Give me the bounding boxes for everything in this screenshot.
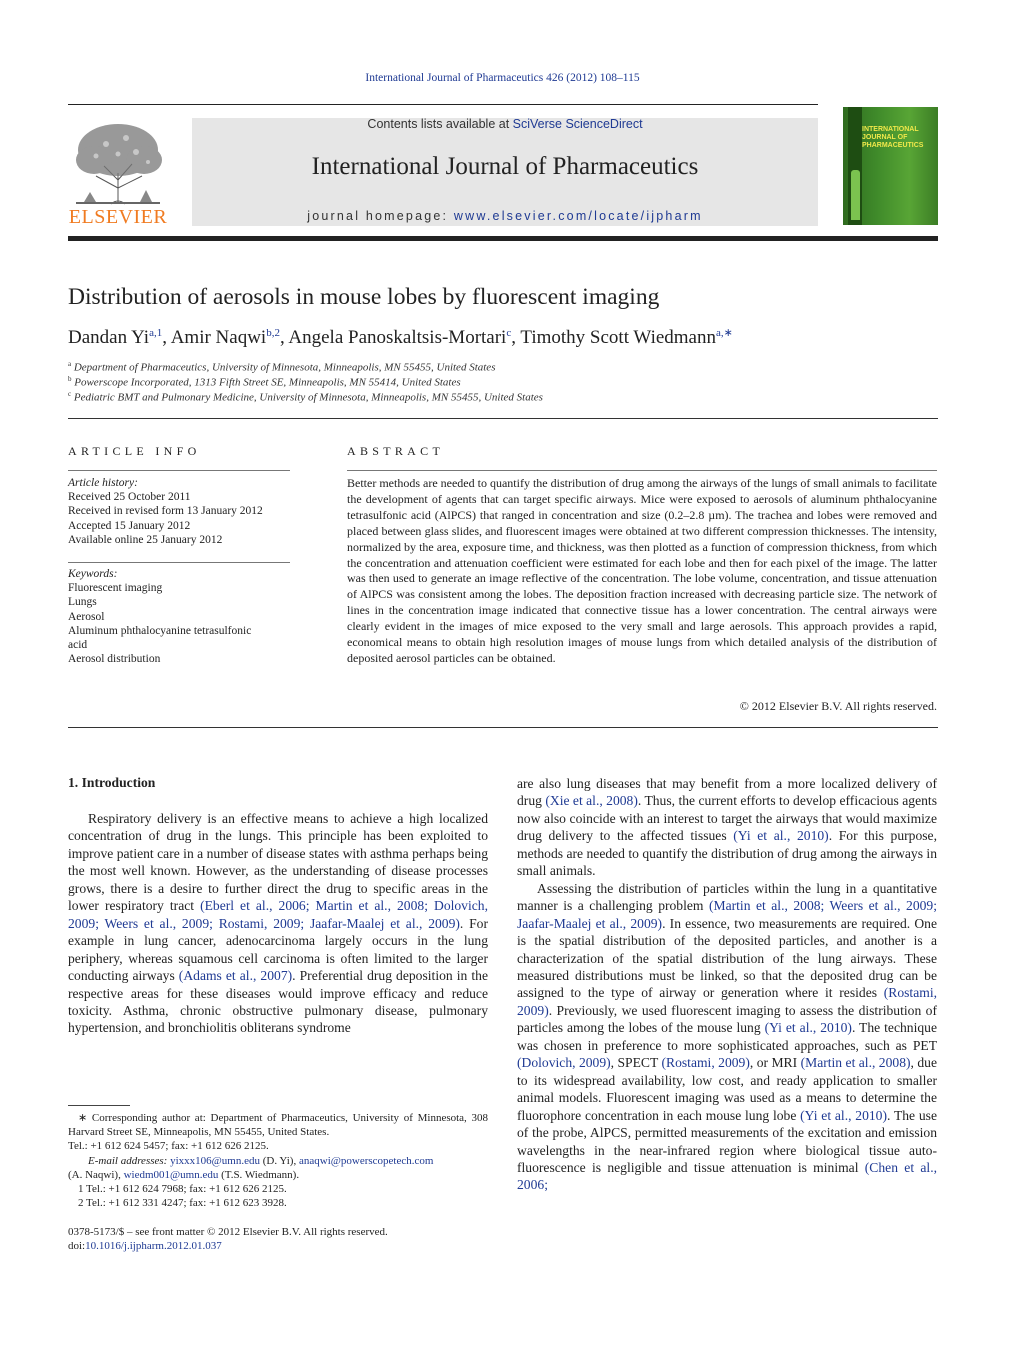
citation-link[interactable]: (Rostami, 2009) [517, 985, 937, 1018]
email-addresses [68, 1154, 488, 1168]
citation-link[interactable]: (Martin et al., 2008) [800, 1055, 911, 1071]
paragraph-text: . Thus, the current efforts to develop efficacious agents now also coincide with an interest to target the airways that would maximize drug delivery to the affected tissues [517, 793, 937, 844]
contents-prefix: Contents lists available at [367, 117, 513, 131]
history-item: Accepted 15 January 2012 [68, 519, 191, 532]
keyword: Aerosol distribution [68, 653, 161, 666]
author-name[interactable]: Timothy Scott Wiedmann [520, 327, 716, 348]
author-list: Dandan Yi$^{a,1}$, Amir Naqwi$^{b,2}$, Angela Panoskaltsis-Mortari$^c$, Timothy Scott Wiedmann$^{a,∗}$ [68, 327, 733, 348]
elsevier-wordmark: ELSEVIER [68, 206, 168, 228]
journal-title: International Journal of Pharmaceutics [311, 153, 699, 180]
footnotes [68, 1111, 488, 1210]
paragraph-text: Respiratory delivery is an effective means to achieve a high localized concentration of drug in the lungs. This principle has been exploited to improve patient care in a number of disease states with asthma perhaps being the most well known. However, as the understanding of disease processes grows, there is a desire to further direct the drug to specific areas in the lower respiratory tract [68, 811, 488, 914]
paragraph [68, 810, 488, 1037]
paper-title: Distribution of aerosols in mouse lobes by fluorescent imaging [68, 284, 660, 310]
paragraph-text: . Preferential drug deposition in the respective areas for these diseases would improve efficacy and reduce toxicity. Asthma, chronic obstructive pulmonary disease, pulmonary hypertension, and bronchiolitis obliterans syndrome [68, 968, 488, 1036]
affiliation-mark: b [68, 375, 72, 383]
footnote-divider [68, 1105, 130, 1106]
citation-link[interactable]: (Dolovich, 2009) [517, 1055, 611, 1071]
citation-link[interactable]: (Martin et al., 2008; Weers et al., 2009; Jaafar-Maalej et al., 2009) [517, 898, 937, 931]
author-affiliation-mark[interactable]: a,∗ [716, 327, 733, 339]
journal-citation[interactable]: International Journal of Pharmaceutics 426 (2012) 108–115 [365, 72, 640, 84]
footnote-2: 2 Tel.: +1 612 331 4247; fax: +1 612 623 3928. [78, 1197, 287, 1210]
email-owner: (D. Yi), [259, 1154, 299, 1167]
keyword: acid [68, 639, 88, 652]
paragraph-text: . For this purpose, methods are needed to quantify the distribution of drug among the airways in small animals. [517, 828, 937, 879]
history-item: Available online 25 January 2012 [68, 533, 223, 546]
doi-label: doi: [68, 1240, 86, 1253]
paragraph-text: , due to its widespread availability, low cost, and ready application to smaller animal models. Fluorescent imaging was used as a means to determine the fluorophore concentration in each mouse lung lobe [517, 1055, 937, 1123]
paragraph-text: . The use of the probe, AlPCS, permitted measurements of the excitation and emission wavelengths in the near-infrared region where biological tissue auto-fluorescence is negligible and tissue attenuation is minimal [517, 1107, 937, 1175]
affiliation-divider [68, 418, 938, 419]
citation-link[interactable]: (Yi et al., 2010) [764, 1020, 852, 1036]
corresponding-tel: Tel.: +1 612 624 5457; fax: +1 612 626 2125. [68, 1140, 269, 1153]
affiliation-mark: a [68, 360, 72, 368]
keywords-label: Keywords: [68, 568, 118, 580]
abstract-bottom-divider [68, 727, 938, 728]
contents-line [192, 117, 818, 131]
author-name[interactable]: Angela Panoskaltsis-Mortari [288, 327, 507, 348]
paragraph-text: . In essence, two measurements are required. One is the spatial distribution of the deposited particles, and another is a characterization of the spatial distribution of the lung airways. These measured distributions must be linked, so that the deposited drug can be assigned to the type of airway or generation where it resides [517, 915, 937, 1001]
homepage-prefix: journal homepage: [307, 209, 454, 223]
cover-bottle-graphic [851, 170, 860, 220]
paragraph-text: . Previously, we used fluorescent imaging to assess the distribution of particles among the lobes of the mouse lung [517, 1002, 937, 1036]
body-column-left [68, 810, 488, 1037]
keywords [68, 567, 290, 666]
history-item: Received in revised form 13 January 2012 [68, 505, 263, 518]
paragraph-text: . The technique was chosen in preference to more sophisticated approaches, such as PET [517, 1020, 937, 1053]
publication-info [68, 1225, 488, 1253]
citation-link[interactable]: (Xie et al., 2008) [545, 793, 638, 809]
affiliation [68, 360, 495, 374]
author-affiliation-mark[interactable]: c [506, 327, 512, 339]
citation-link[interactable]: (Yi et al., 2010) [733, 828, 829, 844]
corresponding-author-note: ∗ Corresponding author at: Department of Pharmaceutics, University of Minnesota, 308 Harvard Street SE, Minneapolis, MN 55455, United States. [68, 1112, 488, 1139]
history-item: Received 25 October 2011 [68, 491, 191, 504]
paragraph [517, 880, 937, 1194]
paragraph-text: are also lung diseases that may benefit from a more localized delivery of drug [517, 776, 937, 809]
email-link[interactable]: wiedm001@umn.edu [123, 1168, 219, 1181]
header-divider [68, 236, 938, 241]
article-history [68, 476, 290, 547]
author-name[interactable]: Dandan Yi [68, 327, 150, 348]
citation-link[interactable]: (Chen et al., 2006; [517, 1159, 937, 1193]
abstract-copyright: © 2012 Elsevier B.V. All rights reserved. [739, 699, 937, 713]
email-link[interactable]: yixxx106@umn.edu [170, 1154, 260, 1167]
doi-line [68, 1239, 488, 1253]
section-heading-introduction: 1. Introduction [68, 775, 156, 790]
doi-link[interactable]: 10.1016/j.ijpharm.2012.01.037 [85, 1240, 222, 1253]
article-info-divider [68, 470, 290, 471]
affiliation [68, 375, 461, 389]
journal-homepage [192, 209, 818, 223]
keyword: Fluorescent imaging [68, 582, 163, 595]
citation-link[interactable]: (Rostami, 2009) [661, 1055, 750, 1071]
citation-link[interactable]: (Eberl et al., 2006; Martin et al., 2008; Dolovich, 2009; Weers et al., 2009; Rostami, 2009; Jaafar-Maalej et al., 2009) [68, 898, 488, 931]
email-label: E-mail addresses: [88, 1154, 168, 1167]
abstract-text: Better methods are needed to quantify the distribution of drug among the airways of the lungs of small animals to facilitate the development of agents that can target specific airways. Mice were exposed to aerosols of aluminum phthalocyanine tetrasulfonic acid (AlPCS) that ranged in concentration and size (0.2–2.8 µm). The trachea and lobes were removed and placed between glass slides, and fluorescent images were obtained at two different compression thicknesses. The intensity, normalized by the area, exposure time, and thickness, was then plotted as a function of compression thickness, from which the concentration and attenuation coefficient were estimated for each lobe and then for each pixel of the image. The latter was then used to generate an image reflective of the concentration. The lobe volume, concentration, and tissue attenuation of AlPCS was consistent among the lobes. The deposition fraction increased with decreasing particle size. The network of lines in the concentration image indicated that connective tissue has a lower concentration. The central airways were clearly evident in the images of mice exposed to the very small and large aerosols. This approach provides a rapid, economical means to obtain high resolution images of mouse lungs from which detailed analysis of the distribution of deposited aerosol particles can be obtained. [347, 476, 937, 665]
sciencedirect-link[interactable]: SciVerse ScienceDirect [512, 117, 643, 131]
email-owner: (A. Naqwi), [68, 1168, 124, 1181]
keywords-divider [68, 562, 290, 563]
body-column-right [517, 775, 937, 1194]
abstract-heading: ABSTRACT [347, 444, 445, 458]
email-link[interactable]: anaqwi@powerscopetech.com [298, 1154, 434, 1167]
paragraph [517, 775, 937, 880]
paragraph-text: . For example in lung cancer, adenocarcinoma largely occurs in the lung periphery, whereas squamous cell carcinoma is often limited to the larger conducting airways [68, 915, 488, 984]
citation-link[interactable]: (Adams et al., 2007) [178, 968, 293, 984]
author-name[interactable]: Amir Naqwi [170, 327, 267, 348]
keyword: Aluminum phthalocyanine tetrasulfonic [68, 624, 252, 637]
paragraph-text: , or MRI [749, 1055, 801, 1071]
affiliation-mark: c [68, 390, 72, 398]
keyword: Lungs [68, 596, 97, 609]
affiliation-text: Powerscope Incorporated, 1313 Fifth Street SE, Minneapolis, MN 55414, United States [74, 376, 461, 389]
email-owner: (T.S. Wiedmann). [218, 1168, 300, 1181]
author-affiliation-mark[interactable]: b,2 [266, 327, 280, 339]
footnote-1: 1 Tel.: +1 612 624 7968; fax: +1 612 626 2125. [78, 1183, 287, 1196]
top-divider [68, 104, 818, 105]
author-affiliation-mark[interactable]: a,1 [149, 327, 163, 339]
affiliation-text: Department of Pharmaceutics, University of Minnesota, Minneapolis, MN 55455, United States [73, 361, 496, 374]
cover-title: INTERNATIONAL JOURNAL OF PHARMACEUTICS [862, 126, 924, 149]
homepage-link[interactable]: www.elsevier.com/locate/ijpharm [453, 209, 703, 223]
paragraph-text: Assessing the distribution of particles within the lung in a quantitative manner is a challenging problem [517, 880, 937, 914]
history-label: Article history: [68, 477, 138, 489]
keyword: Aerosol [68, 610, 105, 623]
article-info-heading: ARTICLE INFO [68, 444, 201, 458]
email-addresses-cont [68, 1168, 488, 1182]
affiliation [68, 390, 543, 404]
paragraph-text: , SPECT [610, 1055, 662, 1071]
abstract-divider [347, 470, 937, 471]
issn-line: 0378-5173/$ – see front matter © 2012 Elsevier B.V. All rights reserved. [68, 1226, 388, 1238]
citation-link[interactable]: (Yi et al., 2010) [800, 1107, 888, 1123]
affiliation-text: Pediatric BMT and Pulmonary Medicine, University of Minnesota, Minneapolis, MN 55455, United States [73, 391, 543, 404]
